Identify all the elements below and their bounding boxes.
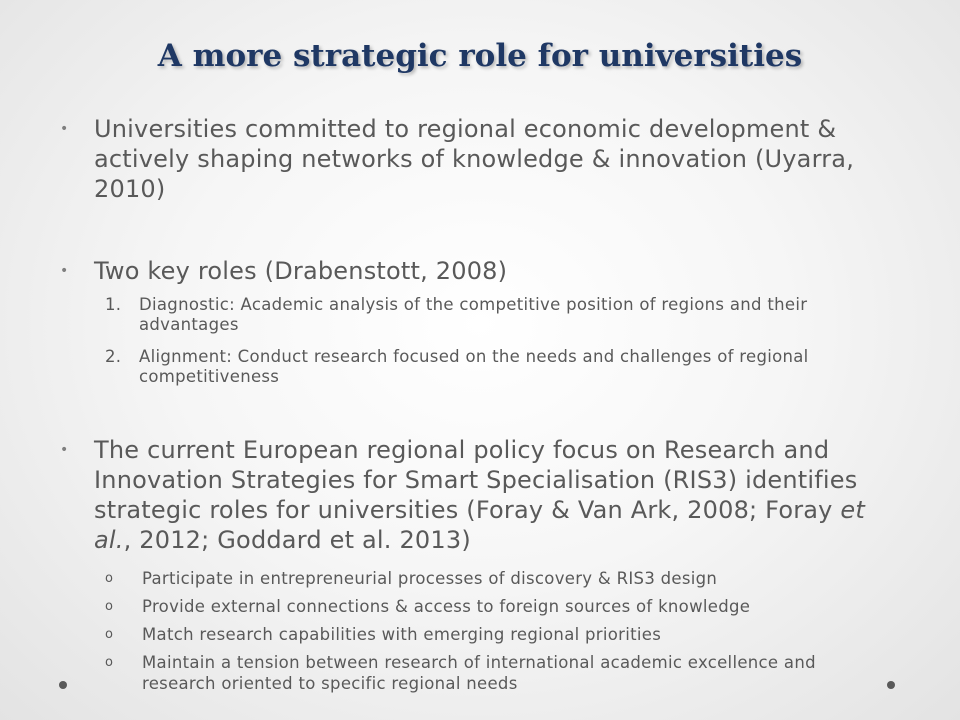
decorative-dot-left bbox=[59, 681, 67, 689]
subitem-number: 1. bbox=[105, 295, 122, 314]
bullet-item bbox=[60, 256, 900, 286]
subitem bbox=[105, 624, 865, 645]
bullet-marker: • bbox=[60, 263, 69, 279]
bullet-marker: • bbox=[60, 442, 69, 458]
subitem-text: Provide external connections & access to foreign sources of knowledge bbox=[142, 597, 751, 616]
bullet-text-tail: , 2012; Goddard et al. 2013) bbox=[123, 526, 471, 554]
subitem-text: Maintain a tension between research of international academic excellence and research oriented to specific regional needs bbox=[142, 653, 816, 693]
subitem-number: 2. bbox=[105, 347, 122, 366]
subitem bbox=[105, 652, 865, 694]
bullet-item bbox=[60, 114, 900, 204]
bullet-marker: • bbox=[60, 121, 69, 137]
subitem-marker: o bbox=[105, 627, 114, 642]
subitem-marker: o bbox=[105, 655, 114, 670]
numbered-subitem bbox=[105, 347, 865, 387]
bullet-text-italic: et al. bbox=[94, 496, 865, 554]
subitem bbox=[105, 568, 865, 589]
bullet-text: Universities committed to regional economic development & actively shaping networks of knowledge & innovation (Uyarra, 2010) bbox=[94, 115, 855, 203]
subitem bbox=[105, 596, 865, 617]
decorative-dot-right bbox=[887, 681, 895, 689]
subitem-text: Participate in entrepreneurial processes of discovery & RIS3 design bbox=[142, 569, 718, 588]
bullet-text-main: The current European regional policy focus on Research and Innovation Strategies for Smart Specialisation (RIS3) identifies strategic roles for universities (Foray & Van Ark, 2008; Foray bbox=[94, 436, 858, 524]
bullet-item bbox=[60, 435, 900, 555]
subitem-marker: o bbox=[105, 571, 114, 586]
bullet-text: Two key roles (Drabenstott, 2008) bbox=[94, 257, 508, 285]
numbered-subitem bbox=[105, 295, 865, 335]
slide-title: A more strategic role for universities bbox=[157, 38, 803, 74]
subitem-text: Diagnostic: Academic analysis of the competitive position of regions and their advantages bbox=[139, 295, 808, 334]
bullet-text bbox=[94, 435, 900, 555]
subitem-marker: o bbox=[105, 599, 114, 614]
subitem-text: Match research capabilities with emerging regional priorities bbox=[142, 625, 662, 644]
subitem-text: Alignment: Conduct research focused on the needs and challenges of regional competitiveness bbox=[139, 347, 809, 386]
